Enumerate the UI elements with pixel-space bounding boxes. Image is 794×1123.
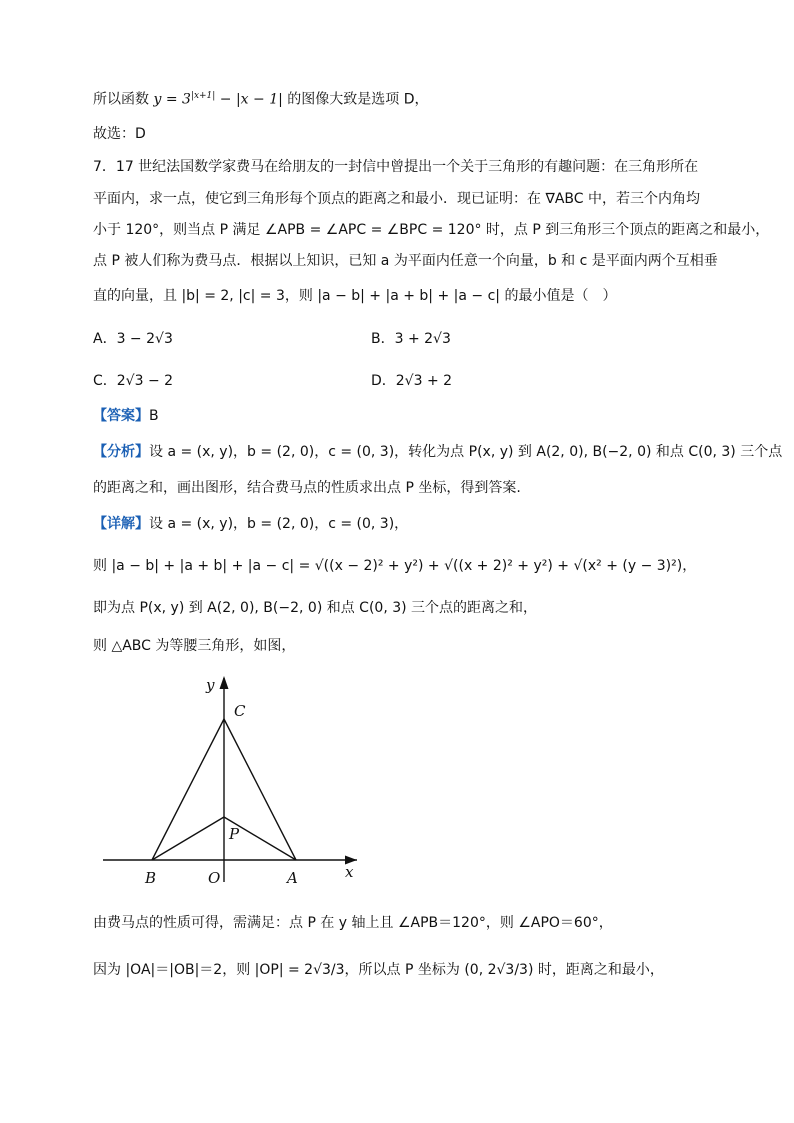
question-7-line-4: 点 P 被人们称为费马点．根据以上知识，已知 a 为平面内任意一个向量，b 和 c 是平面内两个互相垂 (93, 253, 718, 269)
question-7-line-2: 平面内，求一点，使它到三角形每个顶点的距离之和最小．现已证明：在 ∇ABC 中，若三个内角均 (93, 191, 700, 207)
conclusion-line-2: 因为 |OA|＝|OB|＝2，则 |OP| = 2√3/3，所以点 P 坐标为 (0, 2√3/3) 时，距离之和最小， (93, 962, 664, 978)
math-expression: y = 3 (153, 91, 191, 108)
text-span: 所以函数 (93, 91, 149, 108)
answer-line (93, 406, 159, 426)
text-line-2: 故选：D (93, 126, 146, 142)
label-o: O (208, 869, 221, 887)
label-b: B (145, 869, 157, 887)
text-span: 设 a = (x, y)，b = (2, 0)，c = (0, 3)，转化为点 P(x, y) 到 A(2, 0), B(−2, 0) 和点 C(0, 3) 三个点 (149, 444, 783, 460)
conclusion-line-1: 由费马点的性质可得，需满足：点 P 在 y 轴上且 ∠APB＝120°，则 ∠APO＝60°， (93, 915, 613, 931)
text-line-1 (93, 86, 429, 110)
option-b: B．3 + 2√3 (371, 331, 451, 347)
question-7-line-1: 7．17 世纪法国数学家费马在给朋友的一封信中曾提出一个关于三角形的有趣问题：在三角形所在 (93, 159, 699, 175)
math-superscript: |x+1| (190, 91, 216, 101)
label-p: P (229, 825, 240, 843)
text-span: 的图像大致是选项 D， (287, 91, 429, 108)
option-c: C．2√3 − 2 (93, 373, 174, 389)
detail-line-3: 即为点 P(x, y) 到 A(2, 0), B(−2, 0) 和点 C(0, 3) 三个点的距离之和， (93, 600, 538, 616)
analysis-tag: 【分析】 (93, 444, 149, 460)
label-a: A (287, 869, 298, 887)
answer-tag: 【答案】 (93, 408, 149, 424)
detail-tag: 【详解】 (93, 516, 149, 532)
analysis-line-2: 的距离之和，画出图形，结合费马点的性质求出点 P 坐标，得到答案. (93, 480, 521, 496)
math-expression: − |x − 1| (215, 91, 283, 108)
triangle-figure-svg (95, 672, 370, 892)
label-x: x (345, 863, 354, 881)
text-span: 设 a = (x, y)，b = (2, 0)，c = (0, 3)， (149, 516, 409, 532)
detail-line-4: 则 △ABC 为等腰三角形，如图， (93, 638, 296, 654)
option-a: A．3 − 2√3 (93, 331, 173, 347)
question-7-line-3: 小于 120°，则当点 P 满足 ∠APB = ∠APC = ∠BPC = 120° 时，点 P 到三角形三个顶点的距离之和最小， (93, 222, 770, 238)
answer-value: B (149, 408, 159, 424)
y-axis-arrow (220, 676, 229, 689)
triangle-figure (95, 672, 370, 896)
detail-line-2: 则 |a − b| + |a + b| + |a − c| = √((x − 2)² + y²) + √((x + 2)² + y²) + √(x² + (y − 3)²)， (93, 558, 697, 574)
question-7-line-5: 直的向量，且 |b| = 2, |c| = 3，则 |a − b| + |a + b| + |a − c| 的最小值是（ ） (93, 288, 617, 304)
option-d: D．2√3 + 2 (371, 373, 453, 389)
detail-line-1 (93, 514, 408, 534)
label-y: y (206, 676, 215, 694)
analysis-line-1 (93, 442, 782, 462)
label-c: C (234, 702, 246, 720)
